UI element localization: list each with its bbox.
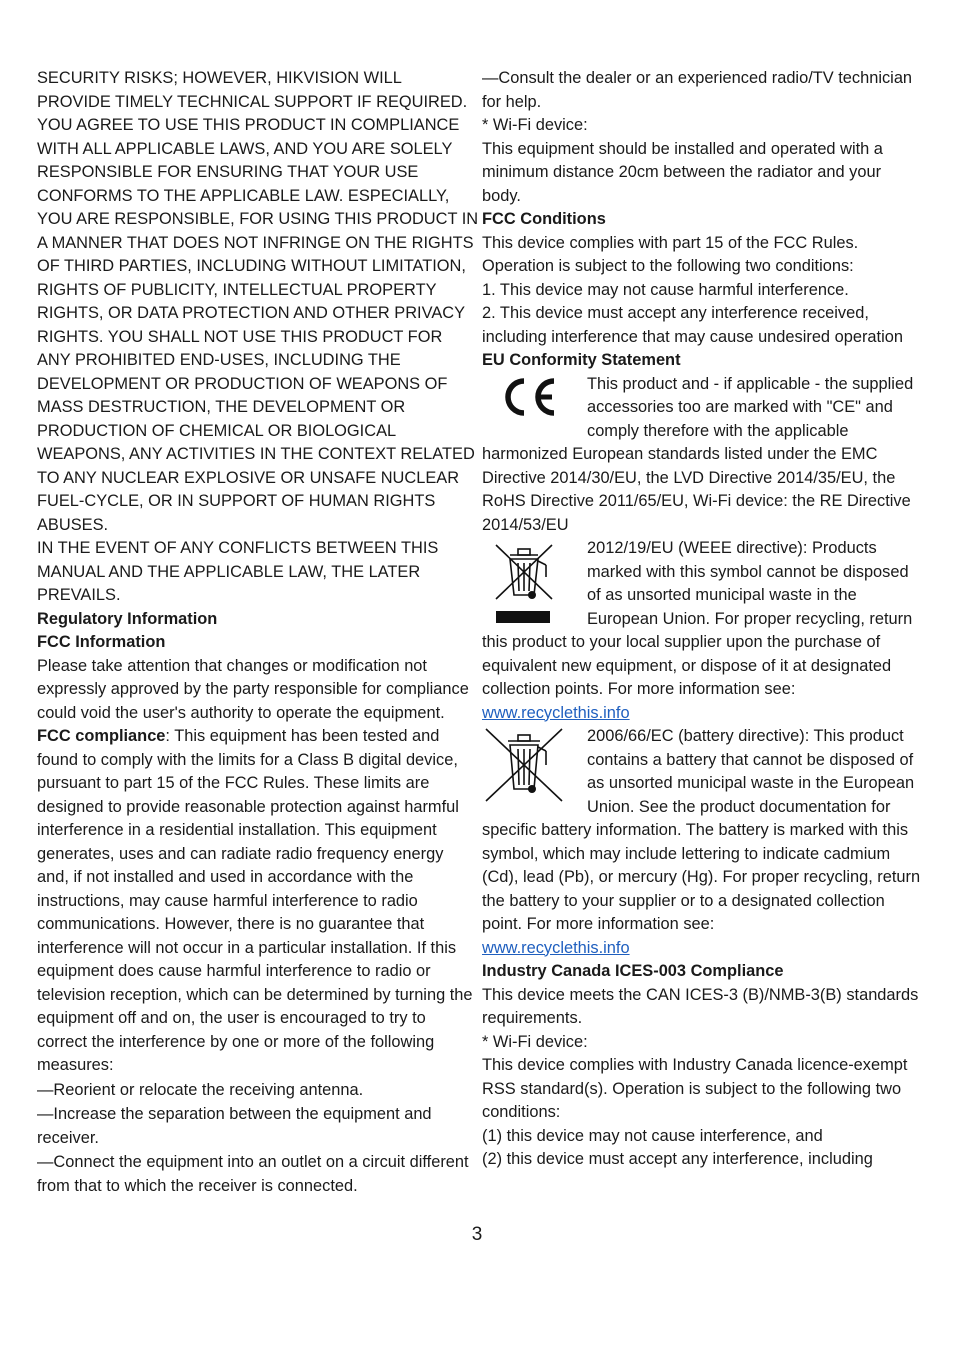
eu-heading: EU Conformity Statement [482,351,681,369]
disclaimer-paragraph: IN THE EVENT OF ANY CONFLICTS BETWEEN THIS MANUAL AND THE APPLICABLE LAW, THE LATER PREVAILS. [37,539,439,604]
fcc-conditions-heading: FCC Conditions [482,210,606,228]
fcc-condition: 1. This device may not cause harmful interference. [482,280,849,299]
page-number: 3 [471,1224,483,1245]
fcc-compliance-paragraph [37,725,479,1078]
battery-link[interactable]: www.recyclethis.info [482,938,630,957]
measure-item: —Connect the equipment into an outlet on a circuit different from that to which the receiver is connected. [37,1153,469,1195]
weee-description: 2012/19/EU (WEEE directive): Products marked with this symbol cannot be disposed of as unsorted municipal waste in the European Union. For proper recycling, return this product to your local supplier upon the purchase of equivalent new equipment, or dispose of it at designated collection points. For more information see: [482,539,913,698]
ic-heading: Industry Canada ICES-003 Compliance [482,962,784,980]
disclaimer-paragraph: SECURITY RISKS; HOWEVER, HIKVISION WILL PROVIDE TIMELY TECHNICAL SUPPORT IF REQUIRED. [37,69,468,111]
fcc-condition: 2. This device must accept any interference received, including interference that may cause undesired operation [482,304,903,346]
ce-mark-icon [482,373,577,421]
wifi-text: This equipment should be installed and operated with a minimum distance 20cm between the radiator and your body. [482,139,883,205]
fcc-condition: This device complies with part 15 of the FCC Rules. Operation is subject to the following two conditions: [482,233,859,275]
fcc-info-heading: FCC Information [37,633,166,651]
wifi-label: * Wi-Fi device: [482,116,588,134]
ic-condition: (2) this device must accept any interference, including [482,1150,873,1168]
measure-item: —Increase the separation between the equipment and receiver. [37,1105,432,1147]
wifi-label: * Wi-Fi device: [482,1032,588,1051]
right-column [482,67,922,1172]
measure-item: —Consult the dealer or an experienced radio/TV technician for help. [482,69,913,111]
fcc-compliance-label: FCC compliance [37,727,166,745]
ic-text: This device meets the CAN ICES-3 (B)/NMB-3(B) standards requirements. [482,985,919,1027]
measure-item: —Reorient or relocate the receiving antenna. [37,1080,364,1099]
regulatory-heading: Regulatory Information [37,609,218,628]
left-column [37,67,479,1198]
disclaimer-paragraph: YOU AGREE TO USE THIS PRODUCT IN COMPLIANCE WITH ALL APPLICABLE LAWS, AND YOU ARE SOLELY RESPONSIBLE FOR ENSURING THAT YOUR USE CONFORMS TO THE APPLICABLE LAW. ESPECIALLY, YOU ARE RESPONSIBLE, FOR USING THIS PRODUCT IN A MANNER THAT DOES NOT INFRINGE ON THE RIGHTS OF THIRD PARTIES, INCLUDING WITHOUT LIMITATION, RIGHTS OF PUBLICITY, INTELLECTUAL PROPERTY RIGHTS, OR DATA PROTECTION AND OTHER PRIVACY RIGHTS. YOU SHALL NOT USE THIS PRODUCT FOR ANY PROHIBITED END-USES, INCLUDING THE DEVELOPMENT OR PRODUCTION OF WEAPONS OF MASS DESTRUCTION, THE DEVELOPMENT OR PRODUCTION OF CHEMICAL OR BIOLOGICAL WEAPONS, ANY ACTIVITIES IN THE CONTEXT RELATED TO ANY NUCLEAR EXPLOSIVE OR UNSAFE NUCLEAR FUEL-CYCLE, OR IN SUPPORT OF HUMAN RIGHTS ABUSES. [37,116,479,534]
eu-ce-text: This product and - if applicable - the supplied accessories too are marked with "CE" and comply therefore with the applicable harmonized European standards listed under the EMC Directive 2014/30/EU, the LVD Directive 2014/35/EU, the RoHS Directive 2011/65/EU, Wi-Fi device: the RE Directive 2014/53/EU [482,374,914,534]
ic-condition: (1) this device may not cause interference, and [482,1126,823,1145]
battery-link-line [482,937,922,961]
battery-text: 2006/66/EC (battery directive): This product contains a battery that cannot be disposed of as unsorted municipal waste in the European Union. See the product documentation for specific battery information. The battery is marked with this symbol, which may include lettering to indicate cadmium (Cd), lead (Pb), or mercury (Hg). For proper recycling, return the battery to your supplier or to a designated collection point. For more information see: [482,727,921,933]
fcc-info-text: Please take attention that changes or modification not expressly approved by the party responsible for compliance could void the user's authority to operate the equipment. [37,656,469,722]
fcc-compliance-text: : This equipment has been tested and found to comply with the limits for a Class B digital device, pursuant to part 15 of the FCC Rules. These limits are designed to provide reasonable protection against harmful interference in a residential installation. This equipment generates, uses and can radiate radio frequency energy and, if not installed and used in accordance with the instructions, may cause harmful interference to radio communications. However, there is no guarantee that interference will not occur in a particular installation. If this equipment does cause harmful interference to radio or television reception, which can be determined by turning the equipment off and on, the user is encouraged to try to correct the interference by one or more of the following measures: [37,727,473,1074]
ic-wifi-text: This device complies with Industry Canada licence-exempt RSS standard(s). Operation is subject to the following two conditions: [482,1056,908,1121]
battery-bin-icon [482,725,577,809]
weee-link[interactable]: www.recyclethis.info [482,703,630,722]
weee-bin-icon [482,537,577,629]
